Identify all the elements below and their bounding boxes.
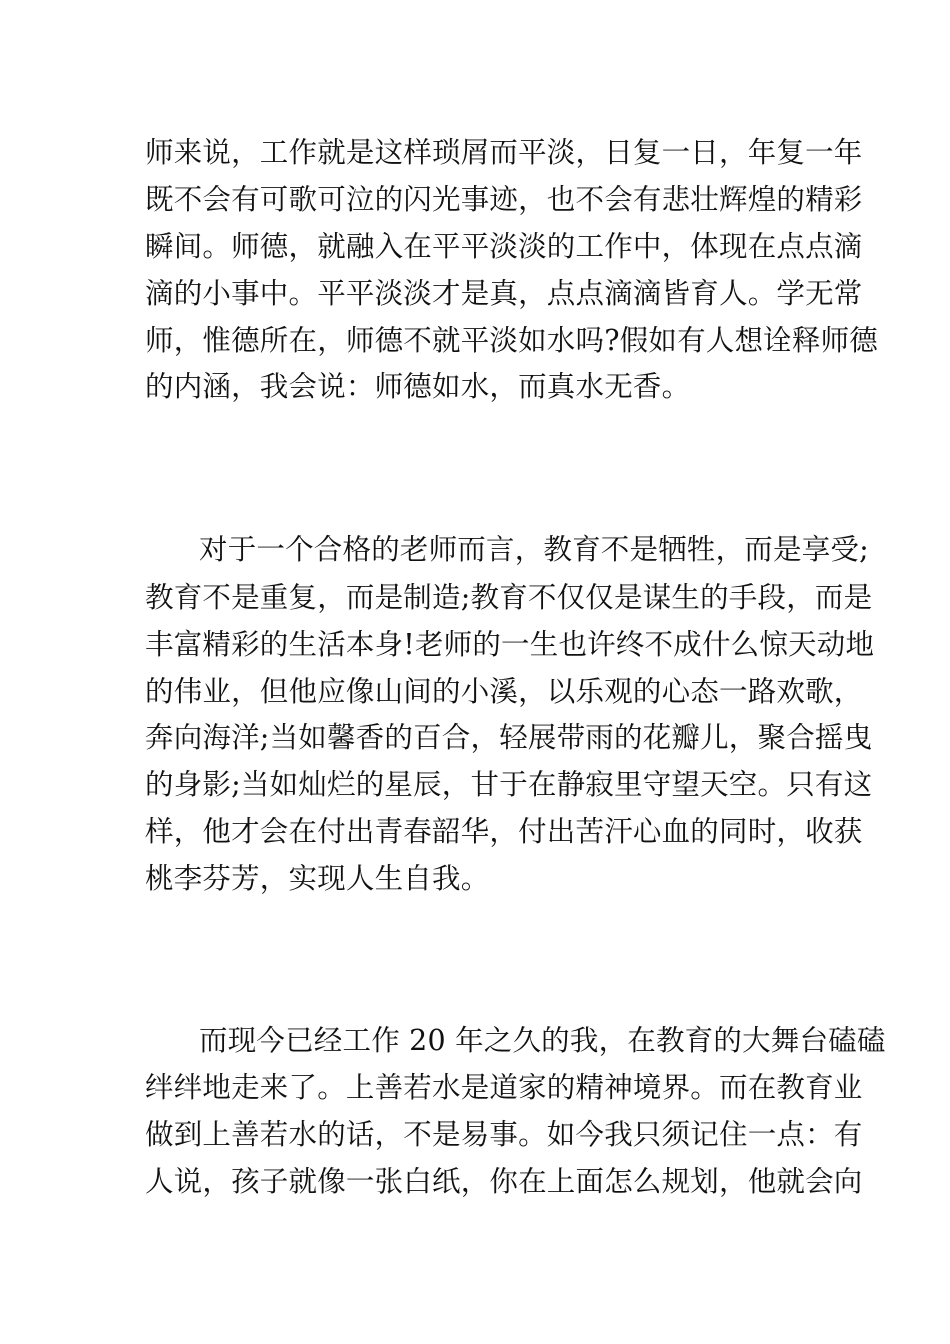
paragraph-line: 师，惟德所在，师德不就平淡如水吗?假如有人想诠释师德	[145, 324, 878, 357]
paragraph-line: 瞬间。师德，就融入在平平淡淡的工作中，体现在点点滴	[145, 230, 863, 263]
paragraph-line: 奔向海洋;当如馨香的百合，轻展带雨的花瓣儿，聚合摇曳	[145, 721, 873, 754]
paragraph-line: 师来说，工作就是这样琐屑而平淡，日复一日，年复一年	[145, 136, 863, 169]
paragraph-line: 滴的小事中。平平淡淡才是真，点点滴滴皆育人。学无常	[145, 277, 863, 310]
paragraph-line: 的内涵，我会说：师德如水，而真水无香。	[145, 370, 691, 403]
paragraph-line: 而现今已经工作 20 年之久的我，在教育的大舞台磕磕	[199, 1024, 886, 1057]
paragraph-line: 既不会有可歌可泣的闪光事迹，也不会有悲壮辉煌的精彩	[145, 183, 863, 216]
paragraph-line: 桃李芬芳，实现人生自我。	[145, 862, 490, 895]
paragraph-line: 人说，孩子就像一张白纸，你在上面怎么规划，他就会向	[145, 1165, 863, 1198]
paragraph-line: 的身影;当如灿烂的星辰，甘于在静寂里守望天空。只有这	[145, 768, 873, 801]
paragraph-line: 绊绊地走来了。上善若水是道家的精神境界。而在教育业	[145, 1071, 863, 1104]
paragraph-line: 样，他才会在付出青春韶华，付出苦汗心血的同时，收获	[145, 815, 863, 848]
paragraph-line: 做到上善若水的话，不是易事。如今我只须记住一点：有	[145, 1118, 863, 1151]
paragraph-line: 教育不是重复，而是制造;教育不仅仅是谋生的手段，而是	[145, 581, 873, 614]
paragraph-line: 对于一个合格的老师而言，教育不是牺牲，而是享受;	[199, 533, 869, 566]
paragraph-line: 的伟业，但他应像山间的小溪，以乐观的心态一路欢歌，	[145, 675, 863, 708]
paragraph-line: 丰富精彩的生活本身!老师的一生也许终不成什么惊天动地	[145, 628, 875, 661]
